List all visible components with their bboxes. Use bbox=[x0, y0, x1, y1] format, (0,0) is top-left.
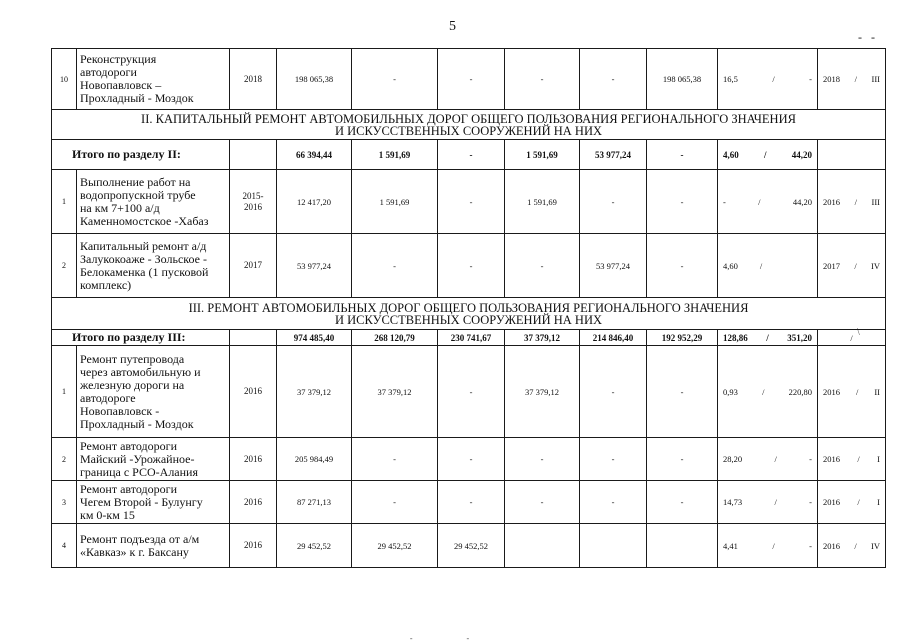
cost-col-2: - bbox=[438, 481, 505, 524]
cost-col-1: 1 591,69 bbox=[352, 170, 438, 234]
stray-mark: \ bbox=[857, 327, 860, 338]
row-number: 1 bbox=[52, 170, 77, 234]
section-title: II. КАПИТАЛЬНЫЙ РЕМОНТ АВТОМОБИЛЬНЫХ ДОРОГ ОБЩЕГО ПОЛЬЗОВАНИЯ РЕГИОНАЛЬНОГО ЗНАЧЕНИЯ И ИСКУССТВЕННЫХ СООРУЖЕНИЙ НА НИХ bbox=[52, 110, 886, 140]
cost-col-4: - bbox=[580, 346, 647, 438]
table-row bbox=[52, 438, 886, 481]
term: 2016 / II bbox=[818, 346, 886, 438]
total-cost: 205 984,49 bbox=[277, 438, 352, 481]
year: 2016 bbox=[230, 346, 277, 438]
cost-col-2: - bbox=[438, 170, 505, 234]
bottom-marks: - - bbox=[409, 634, 496, 643]
object-name: Выполнение работ на водопропускной трубе на км 7+100 а/д Каменномостское -Хабаз bbox=[77, 170, 230, 234]
cost-col-4: - bbox=[580, 170, 647, 234]
table-row bbox=[52, 481, 886, 524]
row-number: 4 bbox=[52, 524, 77, 568]
cost-col-3: - bbox=[505, 234, 580, 298]
cost-col-5: - bbox=[647, 234, 718, 298]
cost-col-5: 192 952,29 bbox=[647, 330, 718, 346]
cost-col-1: 1 591,69 bbox=[352, 140, 438, 170]
cost-col-5 bbox=[647, 524, 718, 568]
length: 0,93 / 220,80 bbox=[718, 346, 818, 438]
total-cost: 66 394,44 bbox=[277, 140, 352, 170]
cost-col-4: 214 846,40 bbox=[580, 330, 647, 346]
length: 4,60 / bbox=[718, 234, 818, 298]
cost-col-3: - bbox=[505, 49, 580, 110]
cost-col-4: - bbox=[580, 49, 647, 110]
term: 2018 / III bbox=[818, 49, 886, 110]
total-cost: 974 485,40 bbox=[277, 330, 352, 346]
total-label: Итого по разделу II: bbox=[52, 140, 230, 170]
cost-col-1: 268 120,79 bbox=[352, 330, 438, 346]
cost-col-4: 53 977,24 bbox=[580, 140, 647, 170]
cost-col-5: - bbox=[647, 346, 718, 438]
cost-col-3: 37 379,12 bbox=[505, 346, 580, 438]
cost-col-3: 1 591,69 bbox=[505, 170, 580, 234]
cost-col-1: - bbox=[352, 438, 438, 481]
cost-col-2: - bbox=[438, 438, 505, 481]
table-row bbox=[52, 234, 886, 298]
row-number: 1 bbox=[52, 346, 77, 438]
term: / bbox=[818, 330, 886, 346]
corner-mark: - - bbox=[858, 30, 878, 44]
program-table bbox=[51, 48, 886, 568]
length: 28,20 / - bbox=[718, 438, 818, 481]
section-total-row bbox=[52, 330, 886, 346]
cost-col-4 bbox=[580, 524, 647, 568]
cost-col-1: - bbox=[352, 481, 438, 524]
cost-col-2: - bbox=[438, 234, 505, 298]
object-name: Ремонт путепровода через автомобильную и железную дороги на автодороге Новопавловск - Прохладный - Моздок bbox=[77, 346, 230, 438]
row-number: 2 bbox=[52, 234, 77, 298]
page-number: 5 bbox=[449, 19, 456, 34]
cost-col-1: 29 452,52 bbox=[352, 524, 438, 568]
year: 2018 bbox=[230, 49, 277, 110]
term: 2017 / IV bbox=[818, 234, 886, 298]
section-total-row bbox=[52, 140, 886, 170]
section-header bbox=[52, 110, 886, 140]
object-name: Реконструкция автодороги Новопавловск – Прохладный - Моздок bbox=[77, 49, 230, 110]
length: 16,5 / - bbox=[718, 49, 818, 110]
cost-col-1: 37 379,12 bbox=[352, 346, 438, 438]
cost-col-3: 37 379,12 bbox=[505, 330, 580, 346]
year: 2016 bbox=[230, 438, 277, 481]
cost-col-3 bbox=[505, 524, 580, 568]
row-number: 2 bbox=[52, 438, 77, 481]
cost-col-5: - bbox=[647, 140, 718, 170]
table-row bbox=[52, 49, 886, 110]
object-name: Ремонт подъезда от а/м «Кавказ» к г. Баксану bbox=[77, 524, 230, 568]
total-cost: 12 417,20 bbox=[277, 170, 352, 234]
cost-col-3: 1 591,69 bbox=[505, 140, 580, 170]
cost-col-3: - bbox=[505, 481, 580, 524]
term: 2016 / I bbox=[818, 481, 886, 524]
section-title: III. РЕМОНТ АВТОМОБИЛЬНЫХ ДОРОГ ОБЩЕГО ПОЛЬЗОВАНИЯ РЕГИОНАЛЬНОГО ЗНАЧЕНИЯ И ИСКУССТВЕННЫХ СООРУЖЕНИЙ НА НИХ bbox=[52, 298, 886, 330]
total-label: Итого по разделу III: bbox=[52, 330, 230, 346]
term: 2016 / I bbox=[818, 438, 886, 481]
length: 128,86 / 351,20 bbox=[718, 330, 818, 346]
cost-col-5: - bbox=[647, 438, 718, 481]
table-row bbox=[52, 170, 886, 234]
cost-col-3: - bbox=[505, 438, 580, 481]
cost-col-5: - bbox=[647, 170, 718, 234]
cost-col-4: - bbox=[580, 438, 647, 481]
cost-col-4: 53 977,24 bbox=[580, 234, 647, 298]
section-header bbox=[52, 298, 886, 330]
cost-col-2: - bbox=[438, 140, 505, 170]
cost-col-2: 230 741,67 bbox=[438, 330, 505, 346]
cost-col-5: 198 065,38 bbox=[647, 49, 718, 110]
cost-col-2: - bbox=[438, 346, 505, 438]
cost-col-1: - bbox=[352, 234, 438, 298]
table-row bbox=[52, 524, 886, 568]
length: - / 44,20 bbox=[718, 170, 818, 234]
object-name: Ремонт автодороги Чегем Второй - Булунгу км 0-км 15 bbox=[77, 481, 230, 524]
cost-col-2: 29 452,52 bbox=[438, 524, 505, 568]
cost-col-5: - bbox=[647, 481, 718, 524]
length: 4,60 / 44,20 bbox=[718, 140, 818, 170]
total-cost: 37 379,12 bbox=[277, 346, 352, 438]
year: 2016 bbox=[230, 524, 277, 568]
total-cost: 53 977,24 bbox=[277, 234, 352, 298]
object-name: Капитальный ремонт а/д Залукокоаже - Зольское - Белокаменка (1 пусковой комплекс) bbox=[77, 234, 230, 298]
table-row bbox=[52, 346, 886, 438]
length: 4,41 / - bbox=[718, 524, 818, 568]
term: 2016 / IV bbox=[818, 524, 886, 568]
cost-col-1: - bbox=[352, 49, 438, 110]
term: 2016 / III bbox=[818, 170, 886, 234]
cost-col-4: - bbox=[580, 481, 647, 524]
length: 14,73 / - bbox=[718, 481, 818, 524]
total-cost: 29 452,52 bbox=[277, 524, 352, 568]
row-number: 10 bbox=[52, 49, 77, 110]
object-name: Ремонт автодороги Майский -Урожайное- граница с РСО-Алания bbox=[77, 438, 230, 481]
year: 2017 bbox=[230, 234, 277, 298]
row-number: 3 bbox=[52, 481, 77, 524]
total-cost: 198 065,38 bbox=[277, 49, 352, 110]
total-cost: 87 271,13 bbox=[277, 481, 352, 524]
cost-col-2: - bbox=[438, 49, 505, 110]
year: 2015- 2016 bbox=[230, 170, 277, 234]
year: 2016 bbox=[230, 481, 277, 524]
